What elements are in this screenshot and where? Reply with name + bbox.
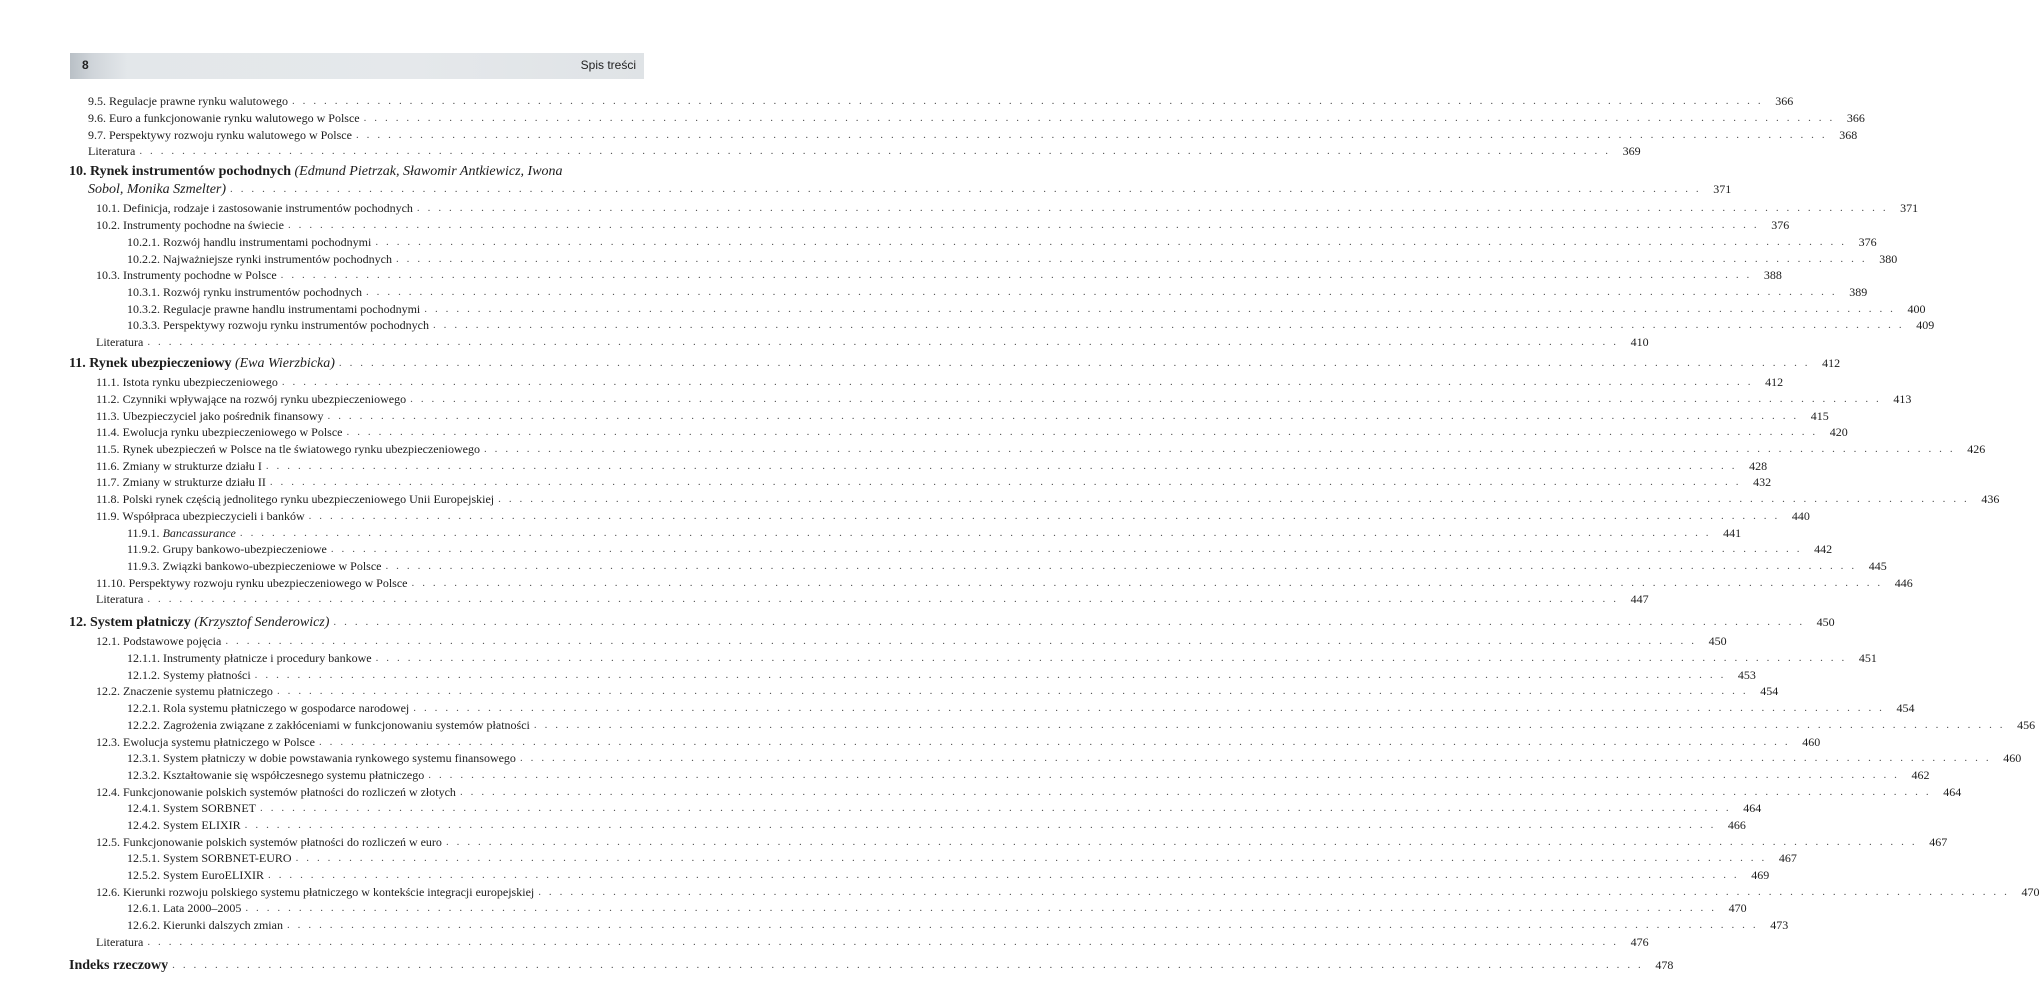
dot-leader (270, 475, 1741, 489)
page-ref: 464 (1943, 785, 1962, 799)
dot-leader (172, 957, 1643, 974)
dot-leader (245, 901, 1716, 915)
dot-leader (424, 302, 1895, 316)
dot-leader (331, 542, 1802, 556)
page-ref: 366 (1775, 94, 1794, 108)
toc-entry-12-3-1[interactable]: 12.3.1. System płatniczy w dobie powstawania rynkowego systemu finansowego . . . 460 (127, 751, 638, 765)
dot-leader (240, 526, 1711, 540)
page-ref: 426 (1967, 442, 1986, 456)
toc-entry-literatura-12[interactable]: Literatura . . . 476 (96, 935, 638, 949)
dot-leader (413, 701, 1884, 715)
index-heading[interactable]: Indeks rzeczowy . . . 478 (69, 957, 638, 974)
dot-leader (376, 651, 1847, 665)
dot-leader (364, 111, 1835, 125)
dot-leader (230, 181, 1701, 198)
toc-entry-11-1[interactable]: 11.1. Istota rynku ubezpieczeniowego . . . 412 (96, 375, 638, 389)
dot-leader (460, 785, 1931, 799)
toc-entry-12-5-1[interactable]: 12.5.1. System SORBNET-EURO . . . 467 (127, 851, 638, 865)
toc-entry-12-6-2[interactable]: 12.6.2. Kierunki dalszych zmian . . . 473 (127, 918, 638, 932)
toc-entry-11-6[interactable]: 11.6. Zmiany w strukturze działu I . . . 428 (96, 459, 638, 473)
toc-entry-9-5[interactable]: 9.5. Regulacje prawne rynku walutowego . . . 366 (88, 94, 638, 108)
page-ref: 470 (1728, 901, 1747, 915)
page-ref: 476 (1630, 935, 1649, 949)
toc-entry-11-9-1[interactable]: 11.9.1. Bancassurance . . . 441 (127, 526, 638, 540)
toc-entry-12-1-1[interactable]: 12.1.1. Instrumenty płatnicze i procedury bankowe . . . 451 (127, 651, 638, 665)
dot-leader (266, 459, 1737, 473)
dot-leader (268, 868, 1739, 882)
page-ref: 409 (1916, 318, 1935, 332)
dot-leader (292, 94, 1763, 108)
dot-leader (484, 442, 1955, 456)
dot-leader (417, 201, 1888, 215)
page-ref: 412 (1822, 356, 1841, 370)
dot-leader (339, 355, 1810, 372)
page-ref: 447 (1630, 592, 1649, 606)
dot-leader (412, 576, 1883, 590)
dot-leader (347, 425, 1818, 439)
page-ref: 410 (1630, 335, 1649, 349)
toc-entry-11-5[interactable]: 11.5. Rynek ubezpieczeń w Polsce na tle światowego rynku ubezpieczeniowego . . . 426 (96, 442, 638, 456)
dot-leader (277, 684, 1748, 698)
toc-entry-12-3[interactable]: 12.3. Ewolucja systemu płatniczego w Polsce . . . 460 (96, 735, 638, 749)
dot-leader (288, 218, 1759, 232)
toc-entry-12-5[interactable]: 12.5. Funkcjonowanie polskich systemów płatności do rozliczeń w euro . . . 467 (96, 835, 638, 849)
dot-leader (245, 818, 1716, 832)
page-ref: 400 (1907, 302, 1926, 316)
chapter-10-heading[interactable]: 10. Rynek instrumentów pochodnych (Edmund Pietrzak, Sławomir Antkiewicz, Iwona (69, 164, 563, 179)
toc-entry-11-7[interactable]: 11.7. Zmiany w strukturze działu II . . . 432 (96, 475, 638, 489)
page-ref: 415 (1810, 409, 1829, 423)
toc-entry-10-2[interactable]: 10.2. Instrumenty pochodne na świecie . . . 376 (96, 218, 638, 232)
toc-entry-9-7[interactable]: 9.7. Perspektywy rozwoju rynku walutowego w Polsce . . . 368 (88, 128, 638, 142)
page-ref: 478 (1655, 958, 1674, 972)
toc-entry-10-3-3[interactable]: 10.3.3. Perspektywy rozwoju rynku instrumentów pochodnych . . . 409 (127, 318, 638, 332)
page-ref: 368 (1839, 128, 1858, 142)
page-ref: 462 (1911, 768, 1930, 782)
dot-leader (260, 801, 1731, 815)
page-ref: 460 (1802, 735, 1821, 749)
page-ref: 454 (1760, 684, 1779, 698)
dot-leader (147, 592, 1618, 606)
page-ref: 412 (1765, 375, 1784, 389)
page-ref: 366 (1846, 111, 1865, 125)
page-ref: 442 (1814, 542, 1833, 556)
toc-entry-10-1[interactable]: 10.1. Definicja, rodzaje i zastosowanie instrumentów pochodnych . . . 371 (96, 201, 638, 215)
dot-leader (498, 492, 1969, 506)
page-ref: 467 (1778, 851, 1797, 865)
dot-leader (255, 668, 1726, 682)
dot-leader (319, 735, 1790, 749)
dot-leader (282, 375, 1753, 389)
dot-leader (333, 614, 1804, 631)
toc-entry-12-6-1[interactable]: 12.6.1. Lata 2000–2005 . . . 470 (127, 901, 638, 915)
toc-entry-literatura-11[interactable]: Literatura . . . 447 (96, 592, 638, 606)
page-ref: 469 (1751, 868, 1770, 882)
dot-leader (534, 718, 2005, 732)
toc-entry-12-4-2[interactable]: 12.4.2. System ELIXIR . . . 466 (127, 818, 638, 832)
page-ref: 376 (1858, 235, 1877, 249)
dot-leader (366, 285, 1837, 299)
page-ref: 450 (1816, 615, 1835, 629)
page-ref: 388 (1763, 268, 1782, 282)
toc-entry-literatura-9[interactable]: Literatura . . . 369 (88, 144, 638, 158)
toc-entry-12-2[interactable]: 12.2. Znaczenie systemu płatniczego . . . 454 (96, 684, 638, 698)
dot-leader (428, 768, 1899, 782)
toc-entry-10-3-1[interactable]: 10.3.1. Rozwój rynku instrumentów pochodnych . . . 389 (127, 285, 638, 299)
page-ref: 451 (1858, 651, 1877, 665)
page-ref: 454 (1896, 701, 1915, 715)
page-ref: 456 (2017, 718, 2036, 732)
toc-entry-12-3-2[interactable]: 12.3.2. Kształtowanie się współczesnego systemu płatniczego . . . 462 (127, 768, 638, 782)
toc-entry-12-1[interactable]: 12.1. Podstawowe pojęcia . . . 450 (96, 634, 638, 648)
toc-entry-10-3-2[interactable]: 10.3.2. Regulacje prawne handlu instrumentami pochodnymi . . . 400 (127, 302, 638, 316)
toc-entry-literatura-10[interactable]: Literatura . . . 410 (96, 335, 638, 349)
dot-leader (287, 918, 1758, 932)
toc-entry-11-8[interactable]: 11.8. Polski rynek częścią jednolitego rynku ubezpieczeniowego Unii Europejskiej . . . 436 (96, 492, 638, 506)
dot-leader (538, 885, 2009, 899)
toc-entry-11-9-2[interactable]: 11.9.2. Grupy bankowo-ubezpieczeniowe . . . 442 (127, 542, 638, 556)
page-ref: 432 (1753, 475, 1772, 489)
dot-leader (147, 935, 1618, 949)
toc-entry-11-9-3[interactable]: 11.9.3. Związki bankowo-ubezpieczeniowe w Polsce . . . 445 (127, 559, 638, 573)
dot-leader (328, 409, 1799, 423)
toc-entry-11-10[interactable]: 11.10. Perspektywy rozwoju rynku ubezpieczeniowego w Polsce . . . 446 (96, 576, 638, 590)
dot-leader (309, 509, 1780, 523)
page-ref: 413 (1893, 392, 1912, 406)
page-ref: 441 (1723, 526, 1742, 540)
running-head: Spis treści (580, 58, 636, 72)
dot-leader (385, 559, 1856, 573)
page-ref: 445 (1868, 559, 1887, 573)
page-number: 8 (82, 58, 89, 72)
page-ref: 464 (1743, 801, 1762, 815)
toc-entry-12-1-2[interactable]: 12.1.2. Systemy płatności . . . 453 (127, 668, 638, 682)
page-ref: 440 (1791, 509, 1810, 523)
dot-leader (396, 252, 1867, 266)
dot-leader (296, 851, 1767, 865)
page-ref: 473 (1770, 918, 1789, 932)
page-ref: 389 (1849, 285, 1868, 299)
page-ref: 436 (1981, 492, 2000, 506)
page-ref: 428 (1749, 459, 1768, 473)
toc-entry-10-2-1[interactable]: 10.2.1. Rozwój handlu instrumentami pochodnymi . . . 376 (127, 235, 638, 249)
page-ref: 371 (1900, 201, 1919, 215)
chapter-12-heading[interactable]: 12. System płatniczy (Krzysztof Senderowicz) . . . 450 (69, 614, 638, 631)
toc-entry-12-4-1[interactable]: 12.4.1. System SORBNET . . . 464 (127, 801, 638, 815)
toc-entry-11-3[interactable]: 11.3. Ubezpieczyciel jako pośrednik finansowy . . . 415 (96, 409, 638, 423)
toc-entry-10-3[interactable]: 10.3. Instrumenty pochodne w Polsce . . . 388 (96, 268, 638, 282)
dot-leader (520, 751, 1991, 765)
dot-leader (410, 392, 1881, 406)
toc-entry-11-2[interactable]: 11.2. Czynniki wpływające na rozwój rynku ubezpieczeniowego . . . 413 (96, 392, 638, 406)
toc-entry-11-4[interactable]: 11.4. Ewolucja rynku ubezpieczeniowego w Polsce . . . 420 (96, 425, 638, 439)
dot-leader (356, 128, 1827, 142)
toc-entry-11-9[interactable]: 11.9. Współpraca ubezpieczycieli i banków . . . 440 (96, 509, 638, 523)
page-ref: 446 (1894, 576, 1913, 590)
page-ref: 420 (1829, 425, 1848, 439)
toc-entry-12-2-1[interactable]: 12.2.1. Rola systemu płatniczego w gospodarce narodowej . . . 454 (127, 701, 638, 715)
toc-entry-12-6[interactable]: 12.6. Kierunki rozwoju polskiego systemu płatniczego w kontekście integracji europejskiej . . . 470 (96, 885, 638, 899)
page-ref: 380 (1879, 252, 1898, 266)
toc-entry-12-4[interactable]: 12.4. Funkcjonowanie polskich systemów płatności do rozliczeń w złotych . . . 464 (96, 785, 638, 799)
dot-leader (225, 634, 1696, 648)
dot-leader (139, 144, 1610, 158)
dot-leader (375, 235, 1846, 249)
dot-leader (281, 268, 1752, 282)
page-ref: 371 (1713, 182, 1732, 196)
page-ref: 467 (1929, 835, 1948, 849)
dot-leader (147, 335, 1618, 349)
page-ref: 450 (1708, 634, 1727, 648)
page-ref: 376 (1771, 218, 1790, 232)
toc-entry-12-2-2[interactable]: 12.2.2. Zagrożenia związane z zakłóceniami w funkcjonowaniu systemów płatności . . . 456 (127, 718, 638, 732)
chapter-10-heading-cont[interactable]: Sobol, Monika Szmelter) . . . 371 (88, 181, 638, 198)
toc-entry-12-5-2[interactable]: 12.5.2. System EuroELIXIR . . . 469 (127, 868, 638, 882)
dot-leader (433, 318, 1904, 332)
page-ref: 453 (1737, 668, 1756, 682)
toc-entry-9-6[interactable]: 9.6. Euro a funkcjonowanie rynku walutowego w Polsce . . . 366 (88, 111, 638, 125)
page-ref: 369 (1622, 144, 1641, 158)
chapter-11-heading[interactable]: 11. Rynek ubezpieczeniowy (Ewa Wierzbicka) . . . 412 (69, 355, 638, 372)
page-ref: 460 (2003, 751, 2022, 765)
dot-leader (446, 835, 1917, 849)
page-ref: 470 (2021, 885, 2039, 899)
page-ref: 466 (1727, 818, 1746, 832)
toc-entry-10-2-2[interactable]: 10.2.2. Najważniejsze rynki instrumentów pochodnych . . . 380 (127, 252, 638, 266)
